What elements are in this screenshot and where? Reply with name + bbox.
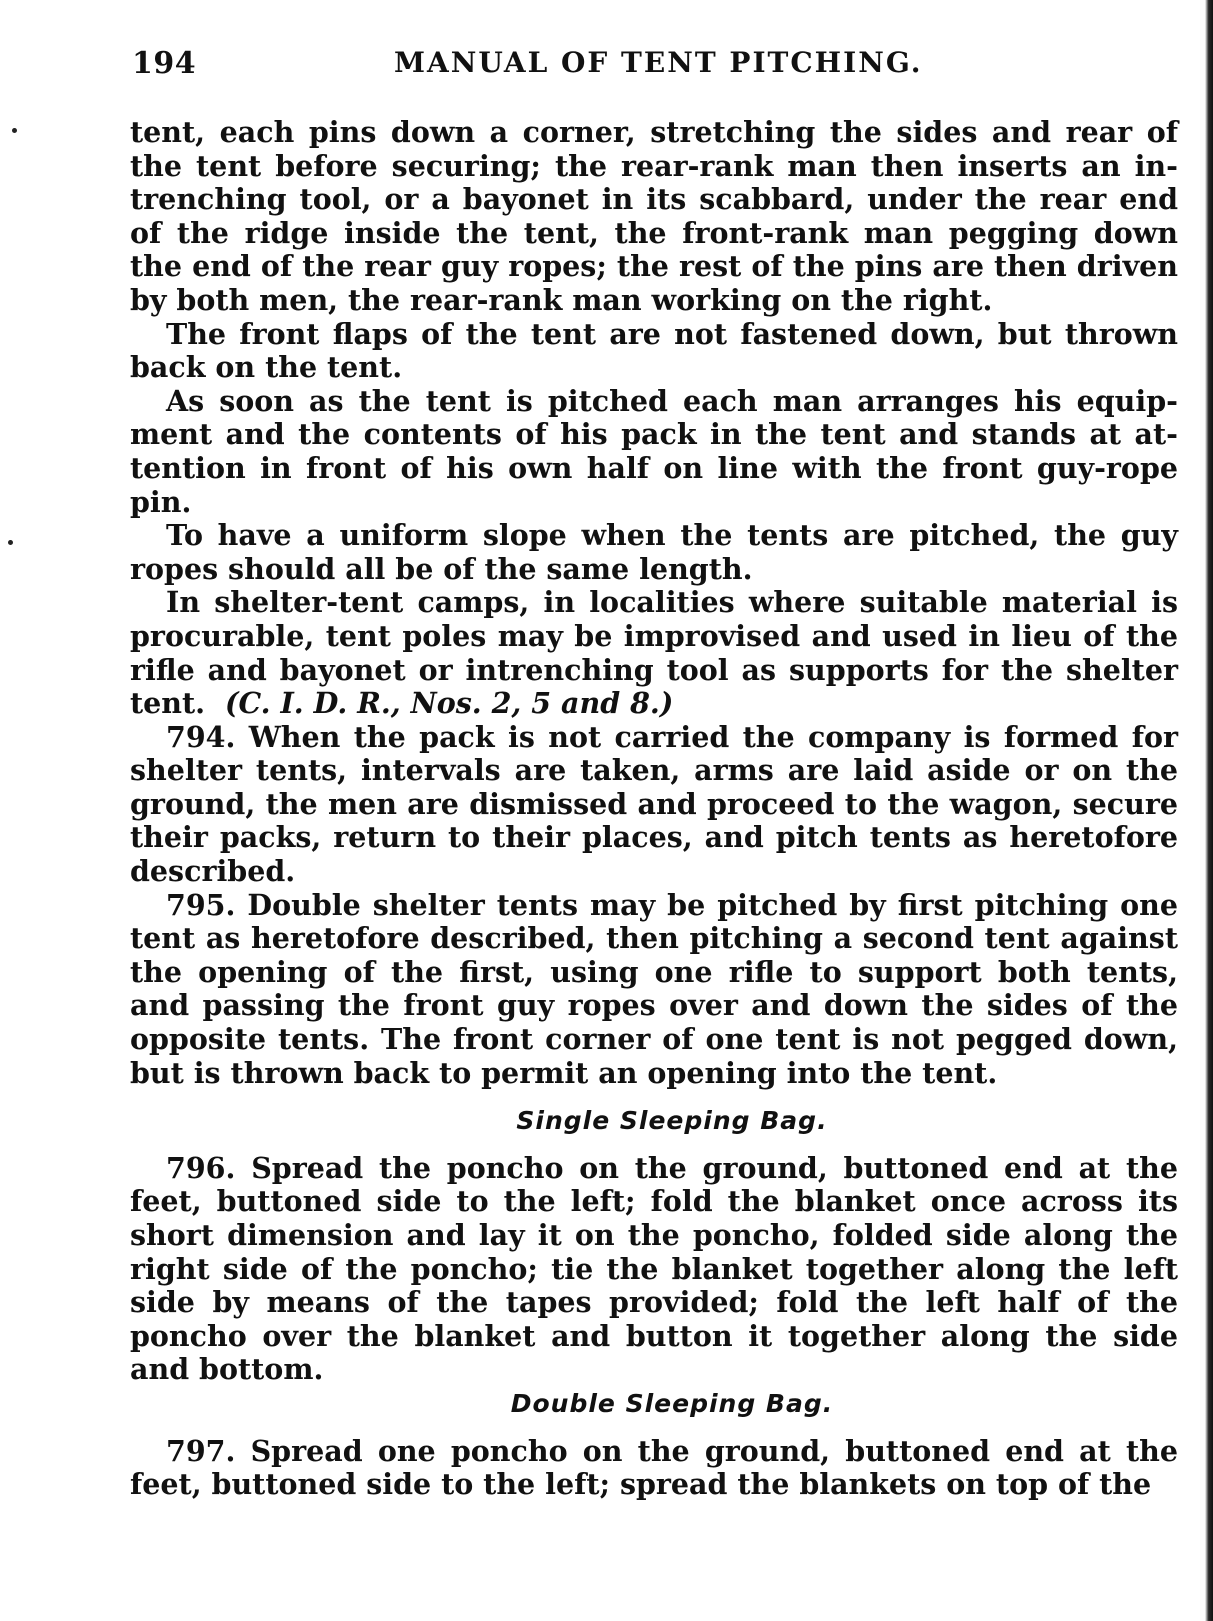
heading-double-sleeping-bag: Double Sleeping Bag. (510, 1388, 834, 1418)
citation: (C. I. D. R., Nos. 2, 5 and 8.) (224, 686, 674, 721)
body-text (130, 116, 1178, 1502)
running-head: MANUAL OF TENT PITCHING. (394, 46, 923, 79)
page-edge-shadow (1205, 0, 1213, 1621)
paragraph-uniform-slope: To have a uniform slope when the tents are pitched, the guy ropes should all be of the same length. (130, 518, 1178, 586)
scan-speck (12, 128, 17, 133)
scan-speck (8, 540, 13, 545)
paragraph-797-text: Spread one poncho on the ground, buttoned end at the feet, buttoned side to the left; spread the blankets on top of the (130, 1433, 1178, 1502)
heading-single-sleeping-bag: Single Sleeping Bag. (516, 1106, 828, 1136)
paragraph-797 (130, 1435, 1178, 1502)
paragraph-794 (130, 721, 1178, 889)
paragraph-tent-poles-text: In shelter-tent camps, in localities where suitable material is procurable, tent poles may be improvised and used in lieu of the rifle and bayonet or intrenching tool as supports for the shelter tent. (130, 585, 1178, 721)
paragraph-number-797: 797. (166, 1433, 236, 1468)
paragraph-795 (130, 889, 1178, 1091)
paragraph-equipment: As soon as the tent is pitched each man arranges his equipment and the contents of his pack in the tent and stands at attention in front of his own half on line with the front guy-rope pin. (130, 383, 1178, 519)
paragraph-number-795: 795. (166, 887, 236, 922)
paragraph-number-796: 796. (166, 1150, 236, 1185)
page-number: 194 (132, 46, 197, 81)
paragraph-796 (130, 1152, 1178, 1387)
paragraph-front-flaps: The front flaps of the tent are not fastened down, but thrown back on the tent. (130, 316, 1178, 385)
paragraph-796-text: Spread the poncho on the ground, buttoned end at the feet, buttoned side to the left; fold the blanket once across its short dimension and lay it on the poncho, folded side along the right side of the poncho; tie the blanket together along the left side by means of the tapes provided; fold the left half of the poncho over the blanket and button it together along the side and bottom. (130, 1150, 1178, 1387)
paragraph-794-text: When the pack is not carried the company is formed for shelter tents, intervals are taken, arms are laid aside or on the ground, the men are dismissed and proceed to the wagon, secure their packs, return to their places, and pitch tents as heretofore described. (130, 719, 1178, 889)
paragraph-795-text: Double shelter tents may be pitched by first pitching one tent as heretofore described, then pitching a second tent against the opening of the first, using one rifle to support both tents, and passing the front guy ropes over and down the sides of the opposite tents. The front corner of one tent is not pegged down, but is thrown back to permit an opening into the tent. (130, 887, 1178, 1090)
paragraph-tent-poles (130, 586, 1178, 720)
paragraph-continued: tent, each pins down a corner, stretching the sides and rear of the tent before securing; the rear-rank man then inserts an intrenching tool, or a bayonet in its scabbard, under the rear end of the ridge inside the tent, the front-rank man pegging down the end of the rear guy ropes; the rest of the pins are then driven by both men, the rear-rank man working on the right. (130, 115, 1178, 317)
page-header (132, 46, 1177, 86)
paragraph-number-794: 794. (166, 719, 236, 754)
